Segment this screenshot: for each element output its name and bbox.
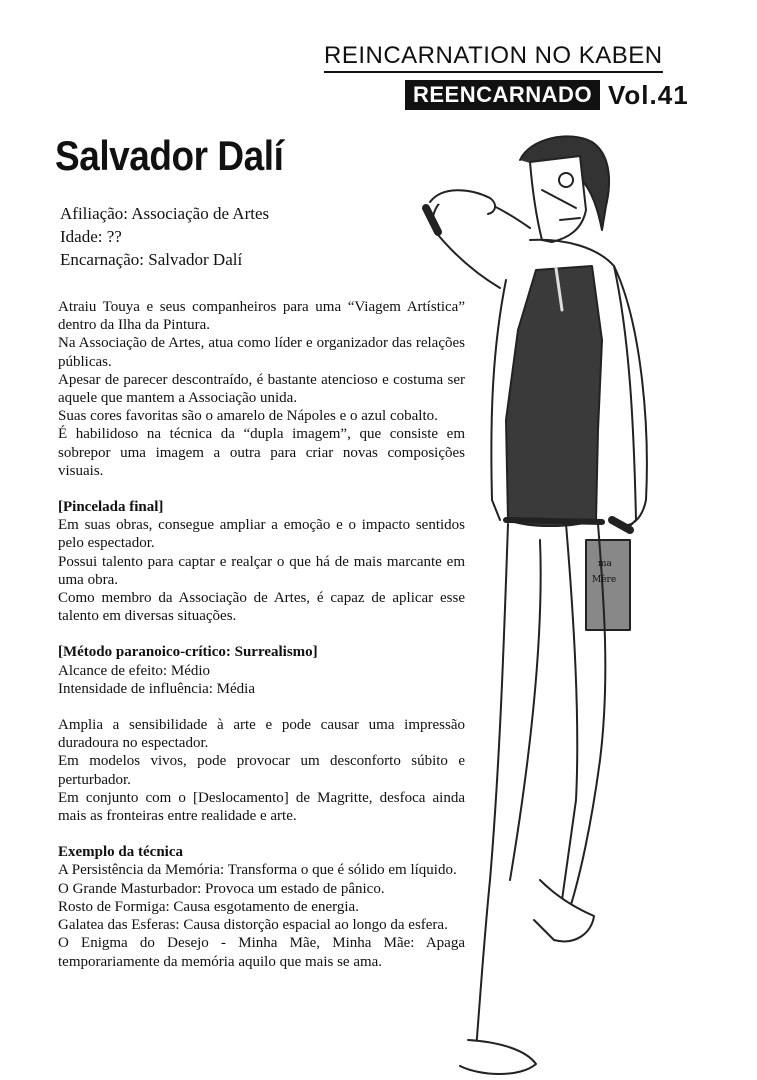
example-line: Rosto de Formiga: Causa esgotamento de energia.	[58, 898, 359, 915]
character-info	[60, 202, 269, 271]
cuff-right	[612, 520, 630, 530]
profile-body	[58, 298, 465, 971]
method-line: Em modelos vivos, pode provocar um desconforto súbito e perturbador.	[58, 753, 465, 788]
example-line: O Grande Masturbador: Provoca um estado de pânico.	[58, 880, 385, 897]
volume-number: Vol.41	[608, 80, 689, 110]
book	[586, 540, 630, 630]
description-line: Atraiu Touya e seus companheiros para uma “Viagem Artística” dentro da Ilha da Pintura.	[58, 299, 465, 334]
description-line: É habilidoso na técnica da “dupla imagem”, que consiste em sobrepor uma imagem a outra para criar novas composições visuais.	[58, 426, 465, 479]
info-age: Idade: ??	[60, 227, 122, 246]
subtitle-badge: REENCARNADO	[405, 80, 600, 110]
info-affiliation: Afiliação: Associação de Artes	[60, 204, 270, 223]
description-line: Apesar de parecer descontraído, é bastante atencioso e costuma ser aquele que mantem a Associação unida.	[58, 371, 465, 407]
method-stat: Intensidade de influência: Média	[58, 680, 256, 697]
book-scribble-2: Mère	[592, 575, 617, 585]
dark-shirt	[506, 266, 602, 526]
description-line: Suas cores favoritas são o amarelo de Nápoles e o azul cobalto.	[58, 408, 438, 425]
method-line: Amplia a sensibilidade à arte e pode causar uma impressão duradoura no espectador.	[58, 717, 465, 752]
method-line: Em conjunto com o [Deslocamento] de Magritte, desfoca ainda mais as fronteiras entre realidade e arte.	[58, 789, 465, 825]
example-line: Galatea das Esferas: Causa distorção espacial ao longo da esfera.	[58, 917, 448, 934]
example-line: A Persistência da Memória: Transforma o que é sólido em líquido.	[58, 862, 457, 879]
method-heading: [Método paranoico-crítico: Surrealismo]	[58, 644, 318, 661]
info-incarnation: Encarnação: Salvador Dalí	[60, 250, 243, 269]
description-line: Na Associação de Artes, atua como líder e organizador das relações públicas.	[58, 335, 465, 370]
shoe-left	[460, 1040, 536, 1074]
final-stroke-line: Possui talento para captar e realçar o que há de mais marcante em uma obra.	[58, 553, 465, 588]
series-title: REINCARNATION NO KABEN	[324, 42, 663, 73]
examples-heading: Exemplo da técnica	[58, 844, 183, 861]
cuff-left	[426, 208, 438, 232]
example-line: O Enigma do Desejo - Minha Mãe, Minha Mãe: Apaga temporariamente da memória aquilo que mais se ama.	[58, 935, 465, 970]
book-scribble-1: ma	[598, 559, 612, 569]
method-stat: Alcance de efeito: Médio	[58, 662, 211, 679]
character-name: Salvador Dalí	[55, 132, 284, 179]
final-stroke-line: Como membro da Associação de Artes, é capaz de aplicar esse talento em diversas situações.	[58, 590, 465, 625]
final-stroke-line: Em suas obras, consegue ampliar a emoção e o impacto sentidos pelo espectador.	[58, 517, 465, 552]
belt	[506, 520, 602, 522]
final-stroke-heading: [Pincelada final]	[58, 499, 164, 516]
